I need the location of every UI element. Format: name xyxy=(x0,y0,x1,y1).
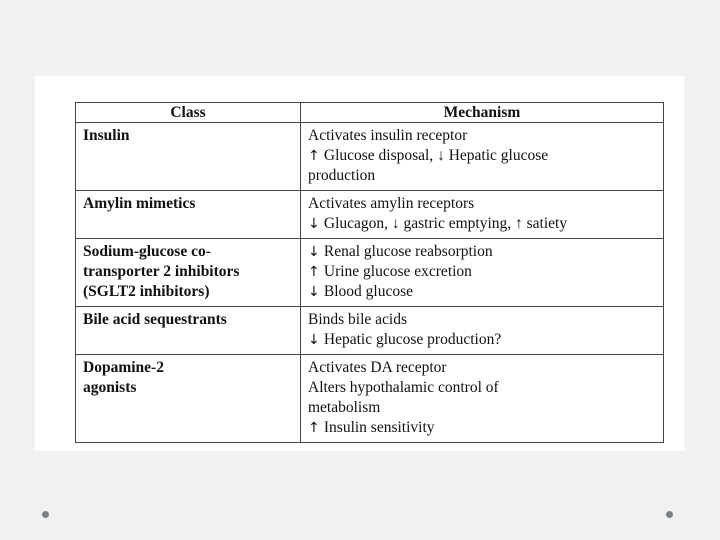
drug-class-cell xyxy=(76,307,301,355)
slide-content-panel xyxy=(35,76,684,451)
mechanism-line xyxy=(308,126,657,146)
mechanism-line xyxy=(308,358,657,378)
drug-class-table xyxy=(75,102,664,443)
table-row xyxy=(76,123,664,191)
up-arrow-icon: ↑ xyxy=(308,148,320,164)
drug-class-label: Sodium-glucose co- xyxy=(83,243,211,260)
down-arrow-icon: ↓ xyxy=(308,244,320,260)
drug-class-cell xyxy=(76,191,301,239)
table-row xyxy=(76,239,664,307)
drug-class-label: agonists xyxy=(83,379,137,396)
mechanism-line xyxy=(308,378,657,398)
table-row xyxy=(76,191,664,239)
drug-class-cell xyxy=(76,355,301,443)
drug-class-cell xyxy=(76,123,301,191)
mechanism-cell xyxy=(301,307,664,355)
table-row xyxy=(76,307,664,355)
mechanism-line xyxy=(308,310,657,330)
drug-class-label: Bile acid sequestrants xyxy=(83,311,227,328)
drug-class-label: Dopamine-2 xyxy=(83,359,164,376)
mechanism-text: Alters hypothalamic control of xyxy=(308,379,499,396)
mechanism-line xyxy=(308,242,657,262)
mechanism-line xyxy=(308,214,657,234)
mechanism-text: Insulin sensitivity xyxy=(323,419,435,436)
mechanism-text: Hepatic glucose production? xyxy=(323,331,502,348)
drug-class-label: Insulin xyxy=(83,127,130,144)
next-slide-dot[interactable] xyxy=(666,511,673,518)
mechanism-text: Glucagon, ↓ gastric emptying, ↑ satiety xyxy=(323,215,568,232)
mechanism-cell xyxy=(301,355,664,443)
mechanism-text: Blood glucose xyxy=(323,283,413,300)
mechanism-cell xyxy=(301,239,664,307)
mechanism-text: Binds bile acids xyxy=(308,311,408,328)
drug-class-cell xyxy=(76,239,301,307)
table-row xyxy=(76,355,664,443)
mechanism-text: Urine glucose excretion xyxy=(323,263,472,280)
mechanism-line xyxy=(308,398,657,418)
class-column-header: Class xyxy=(76,103,301,123)
prev-slide-dot[interactable] xyxy=(42,511,49,518)
mechanism-line xyxy=(308,166,657,186)
mechanism-text: metabolism xyxy=(308,399,381,416)
down-arrow-icon: ↓ xyxy=(308,216,320,232)
mechanism-line xyxy=(308,194,657,214)
table-header-row xyxy=(76,103,664,123)
drug-class-label: (SGLT2 inhibitors) xyxy=(83,283,210,300)
drug-class-label: Amylin mimetics xyxy=(83,195,196,212)
mechanism-cell xyxy=(301,191,664,239)
mechanism-column-header: Mechanism xyxy=(301,103,664,123)
mechanism-line xyxy=(308,418,657,438)
mechanism-cell xyxy=(301,123,664,191)
drug-class-label: transporter 2 inhibitors xyxy=(83,263,240,280)
mechanism-text: Activates amylin receptors xyxy=(308,195,475,212)
mechanism-line xyxy=(308,330,657,350)
mechanism-line xyxy=(308,282,657,302)
mechanism-text: Renal glucose reabsorption xyxy=(323,243,493,260)
mechanism-text: production xyxy=(308,167,376,184)
up-arrow-icon: ↑ xyxy=(308,264,320,280)
down-arrow-icon: ↓ xyxy=(308,332,320,348)
mechanism-line xyxy=(308,262,657,282)
up-arrow-icon: ↑ xyxy=(308,420,320,436)
down-arrow-icon: ↓ xyxy=(308,284,320,300)
table-body xyxy=(76,123,664,443)
mechanism-text: Activates DA receptor xyxy=(308,359,447,376)
mechanism-line xyxy=(308,146,657,166)
mechanism-text: Activates insulin receptor xyxy=(308,127,468,144)
mechanism-text: Glucose disposal, ↓ Hepatic glucose xyxy=(323,147,549,164)
